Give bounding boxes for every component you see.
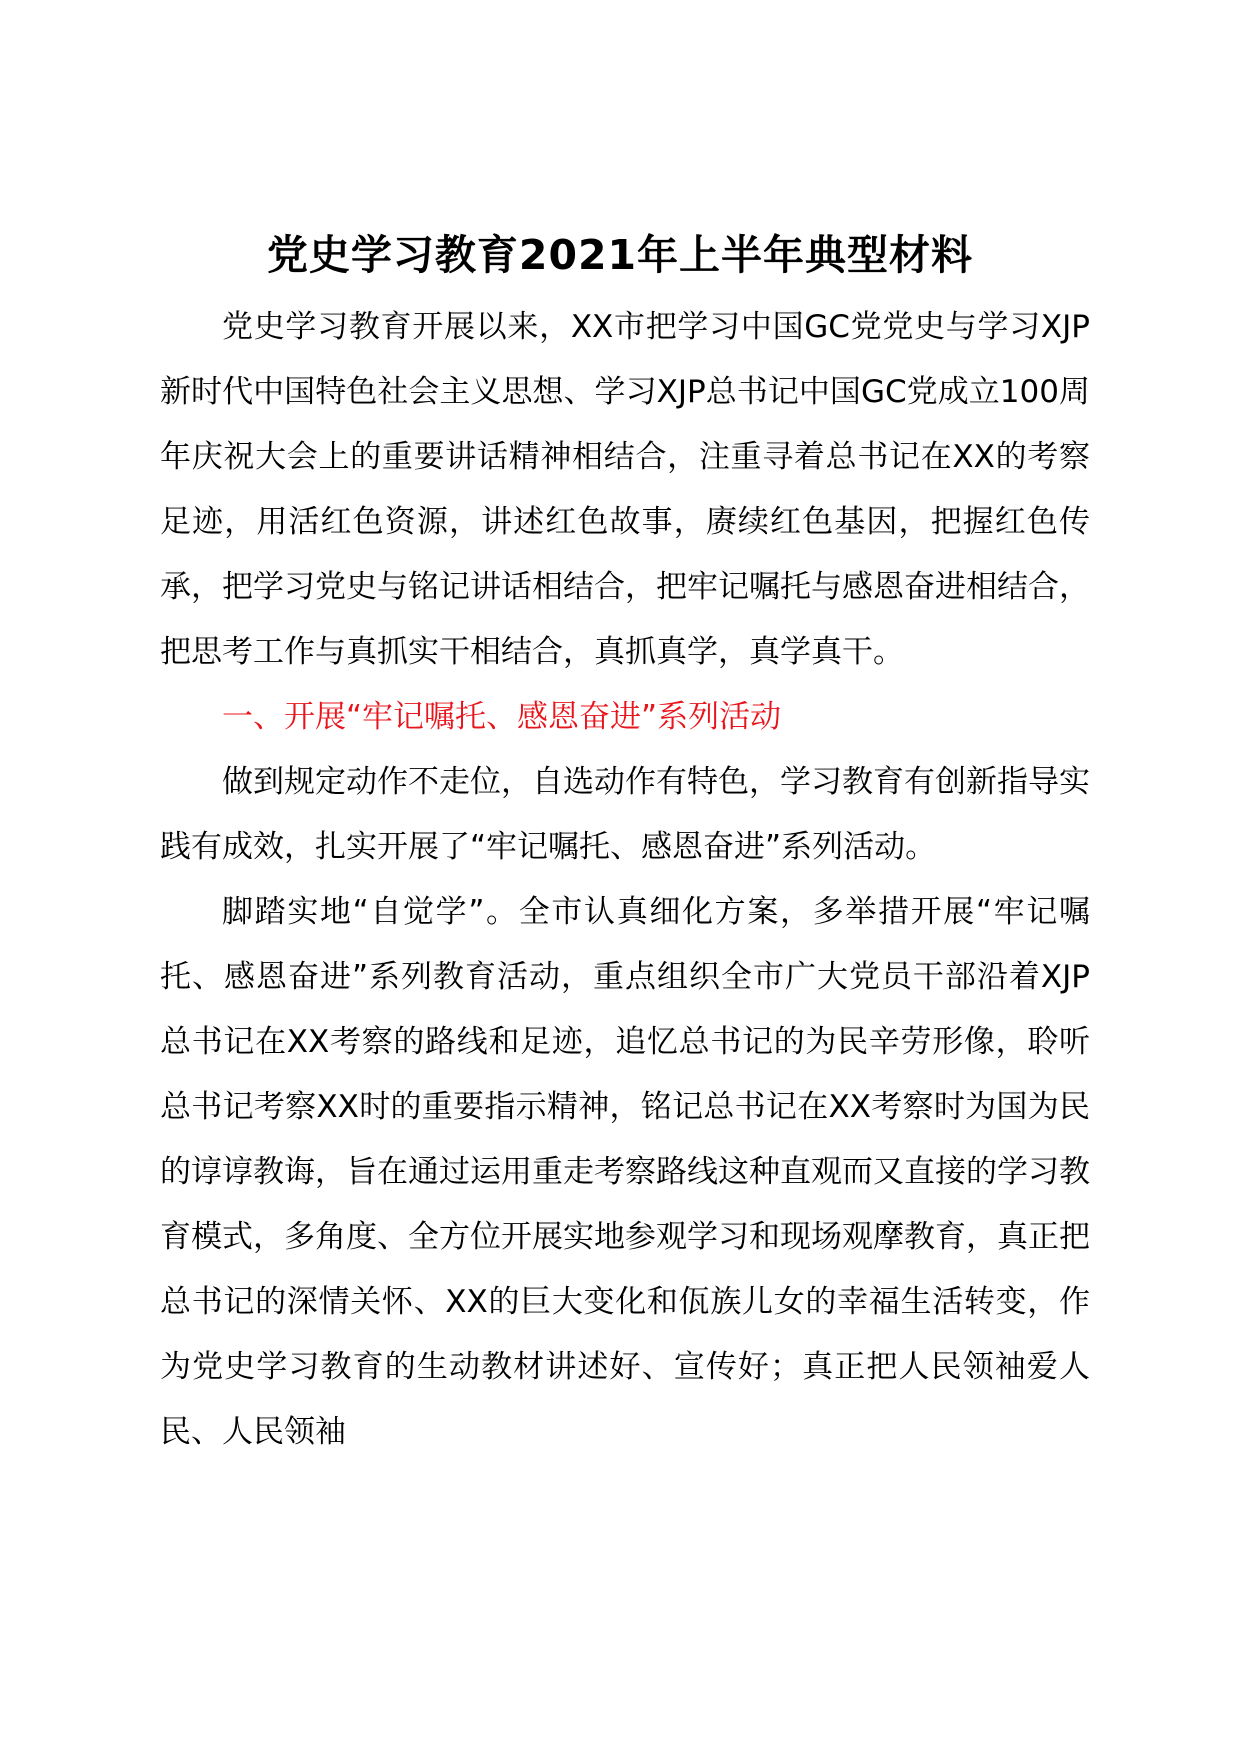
section-heading: 一、开展“牢记嘱托、感恩奋进”系列活动 [222,699,782,735]
body-paragraph: 脚踏实地“自觉学”。全市认真细化方案，多举措开展“牢记嘱托、感恩奋进”系列教育活动，重点组织全市广大党员干部沿着XJP总书记在XX考察的路线和足迹，追忆总书记的为民辛劳形像，聆听总书记考察XX时的重要指示精神，铭记总书记在XX考察时为国为民的谆谆教诲，旨在通过运用重走考察路线这种直观而又直接的学习教育模式，多角度、全方位开展实地参观学习和现场观摩教育，真正把总书记的深情关怀、XX的巨大变化和佤族儿女的幸福生活转变，作为党史学习教育的生动教材讲述好、宣传好；真正把人民领袖爱人民、人民领袖 [160,894,1090,1450]
intro-paragraph: 党史学习教育开展以来，XX市把学习中国GC党党史与学习XJP新时代中国特色社会主义思想、学习XJP总书记中国GC党成立100周年庆祝大会上的重要讲话精神相结合，注重寻着总书记在XX的考察足迹，用活红色资源，讲述红色故事，赓续红色基因，把握红色传承，把学习党史与铭记讲话相结合，把牢记嘱托与感恩奋进相结合，把思考工作与真抓实干相结合，真抓真学，真学真干。 [160,309,1090,670]
document-title: 党史学习教育2021年上半年典型材料 [266,231,974,280]
section-paragraph: 做到规定动作不走位，自选动作有特色，学习教育有创新指导实践有成效，扎实开展了“牢记嘱托、感恩奋进”系列活动。 [160,764,1090,865]
document-body [160,295,1090,1465]
